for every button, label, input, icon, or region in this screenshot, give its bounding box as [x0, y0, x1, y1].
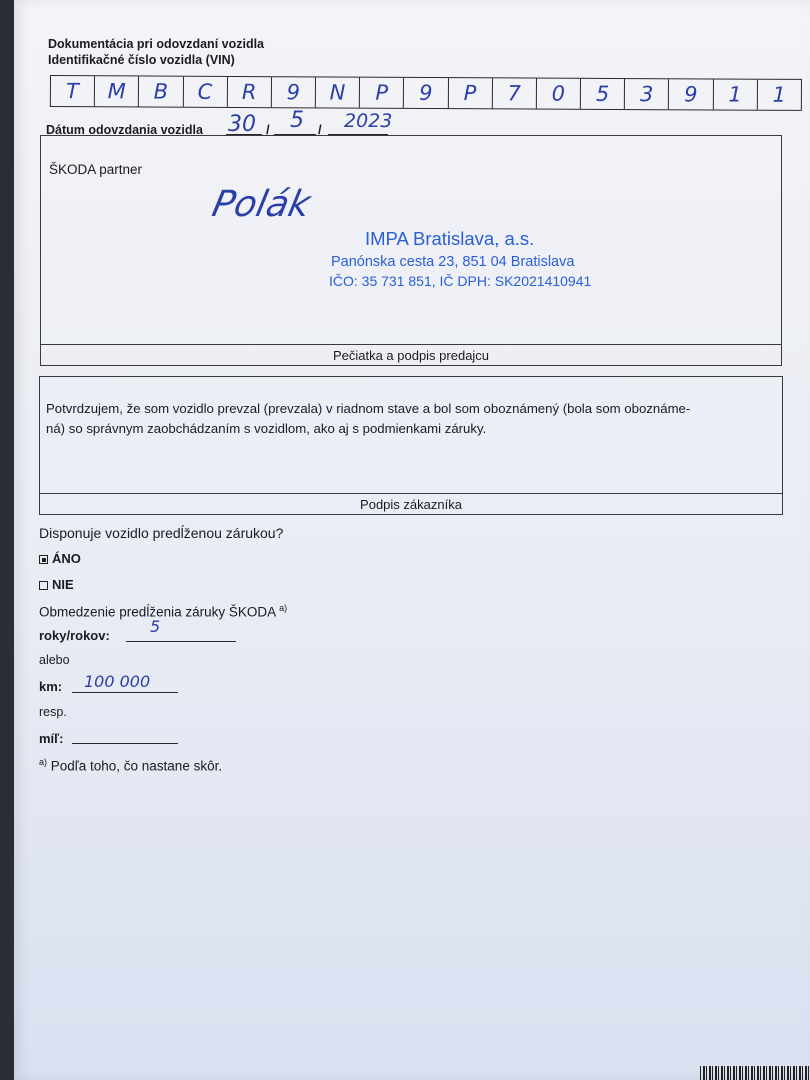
vin-grid: [50, 75, 802, 111]
resp-label: resp.: [39, 705, 67, 719]
vin-char-cell: M: [95, 76, 139, 106]
option-yes[interactable]: [39, 551, 81, 566]
handover-date-label: Dátum odovzdania vozidla: [46, 123, 203, 137]
customer-box: [39, 376, 783, 515]
vin-char-cell: 7: [493, 78, 537, 108]
customer-signature-footer: Podpis zákazníka: [40, 493, 782, 514]
date-year: 2023: [344, 110, 393, 132]
years-label: roky/rokov:: [39, 628, 110, 643]
warranty-limit-label: [39, 603, 287, 620]
dealer-signature: Polák: [208, 184, 315, 225]
vin-char-cell: 9: [669, 79, 713, 109]
skoda-partner-label: ŠKODA partner: [49, 162, 143, 177]
stamp-ids: IČO: 35 731 851, IČ DPH: SK2021410941: [329, 273, 592, 289]
date-day: 30: [228, 112, 256, 137]
date-separator: /: [318, 122, 322, 137]
stamp-address: Panónska cesta 23, 851 04 Bratislava: [331, 254, 575, 270]
vin-char-cell: R: [228, 77, 272, 107]
footnote: [39, 757, 222, 774]
warranty-limit-text: Obmedzenie predĺženia záruky ŠKODA: [39, 604, 276, 620]
yes-checkbox[interactable]: [39, 555, 48, 564]
footnote-sup: a): [39, 757, 48, 767]
vin-char-cell: C: [183, 77, 227, 107]
option-no[interactable]: [39, 577, 74, 592]
vin-char-cell: 9: [404, 78, 448, 108]
vin-char-cell: B: [139, 76, 183, 106]
warranty-limit-sup: a): [279, 603, 288, 613]
no-checkbox[interactable]: [39, 581, 48, 590]
vin-char-cell: T: [51, 76, 95, 106]
vin-char-cell: 1: [713, 79, 757, 109]
miles-label: míľ:: [39, 731, 64, 746]
km-value: 100 000: [84, 672, 151, 691]
km-label: km:: [39, 679, 63, 694]
vin-char-cell: 9: [272, 77, 316, 107]
vin-char-cell: P: [360, 78, 404, 108]
date-month: 5: [290, 108, 304, 133]
stamp-company-name: IMPA Bratislava, a.s.: [365, 228, 535, 249]
dealer-box: [40, 135, 782, 366]
vin-char-cell: 3: [625, 79, 669, 109]
years-value: 5: [150, 617, 161, 636]
barcode: [700, 1066, 810, 1080]
vin-title: Identifikačné číslo vozidla (VIN): [48, 53, 235, 67]
no-label: NIE: [52, 577, 74, 592]
yes-label: ÁNO: [52, 551, 81, 566]
vin-char-cell: 1: [772, 82, 786, 107]
confirmation-text-line1: Potvrdzujem, že som vozidlo prevzal (prevzala) v riadnom stave a bol som oboznámený (bola som oboznáme-: [46, 401, 691, 416]
confirmation-text-line2: ná) so správnym zaobchádzaním s vozidlom, ako aj s podmienkami záruky.: [46, 421, 487, 436]
warranty-question: Disponuje vozidlo predĺženou zárukou?: [39, 525, 284, 541]
or-label: alebo: [39, 653, 70, 667]
dealer-signature-footer: Pečiatka a podpis predajcu: [41, 344, 781, 365]
document-title: Dokumentácia pri odovzdaní vozidla: [48, 37, 265, 51]
vin-char-cell: 0: [537, 79, 581, 109]
footnote-text: Podľa toho, čo nastane skôr.: [50, 758, 223, 774]
vin-char-cell: P: [448, 78, 492, 108]
date-separator: /: [266, 122, 270, 137]
document-page: [14, 0, 810, 1080]
vin-char-cell: N: [316, 77, 360, 107]
vin-char-cell: 5: [581, 79, 625, 109]
